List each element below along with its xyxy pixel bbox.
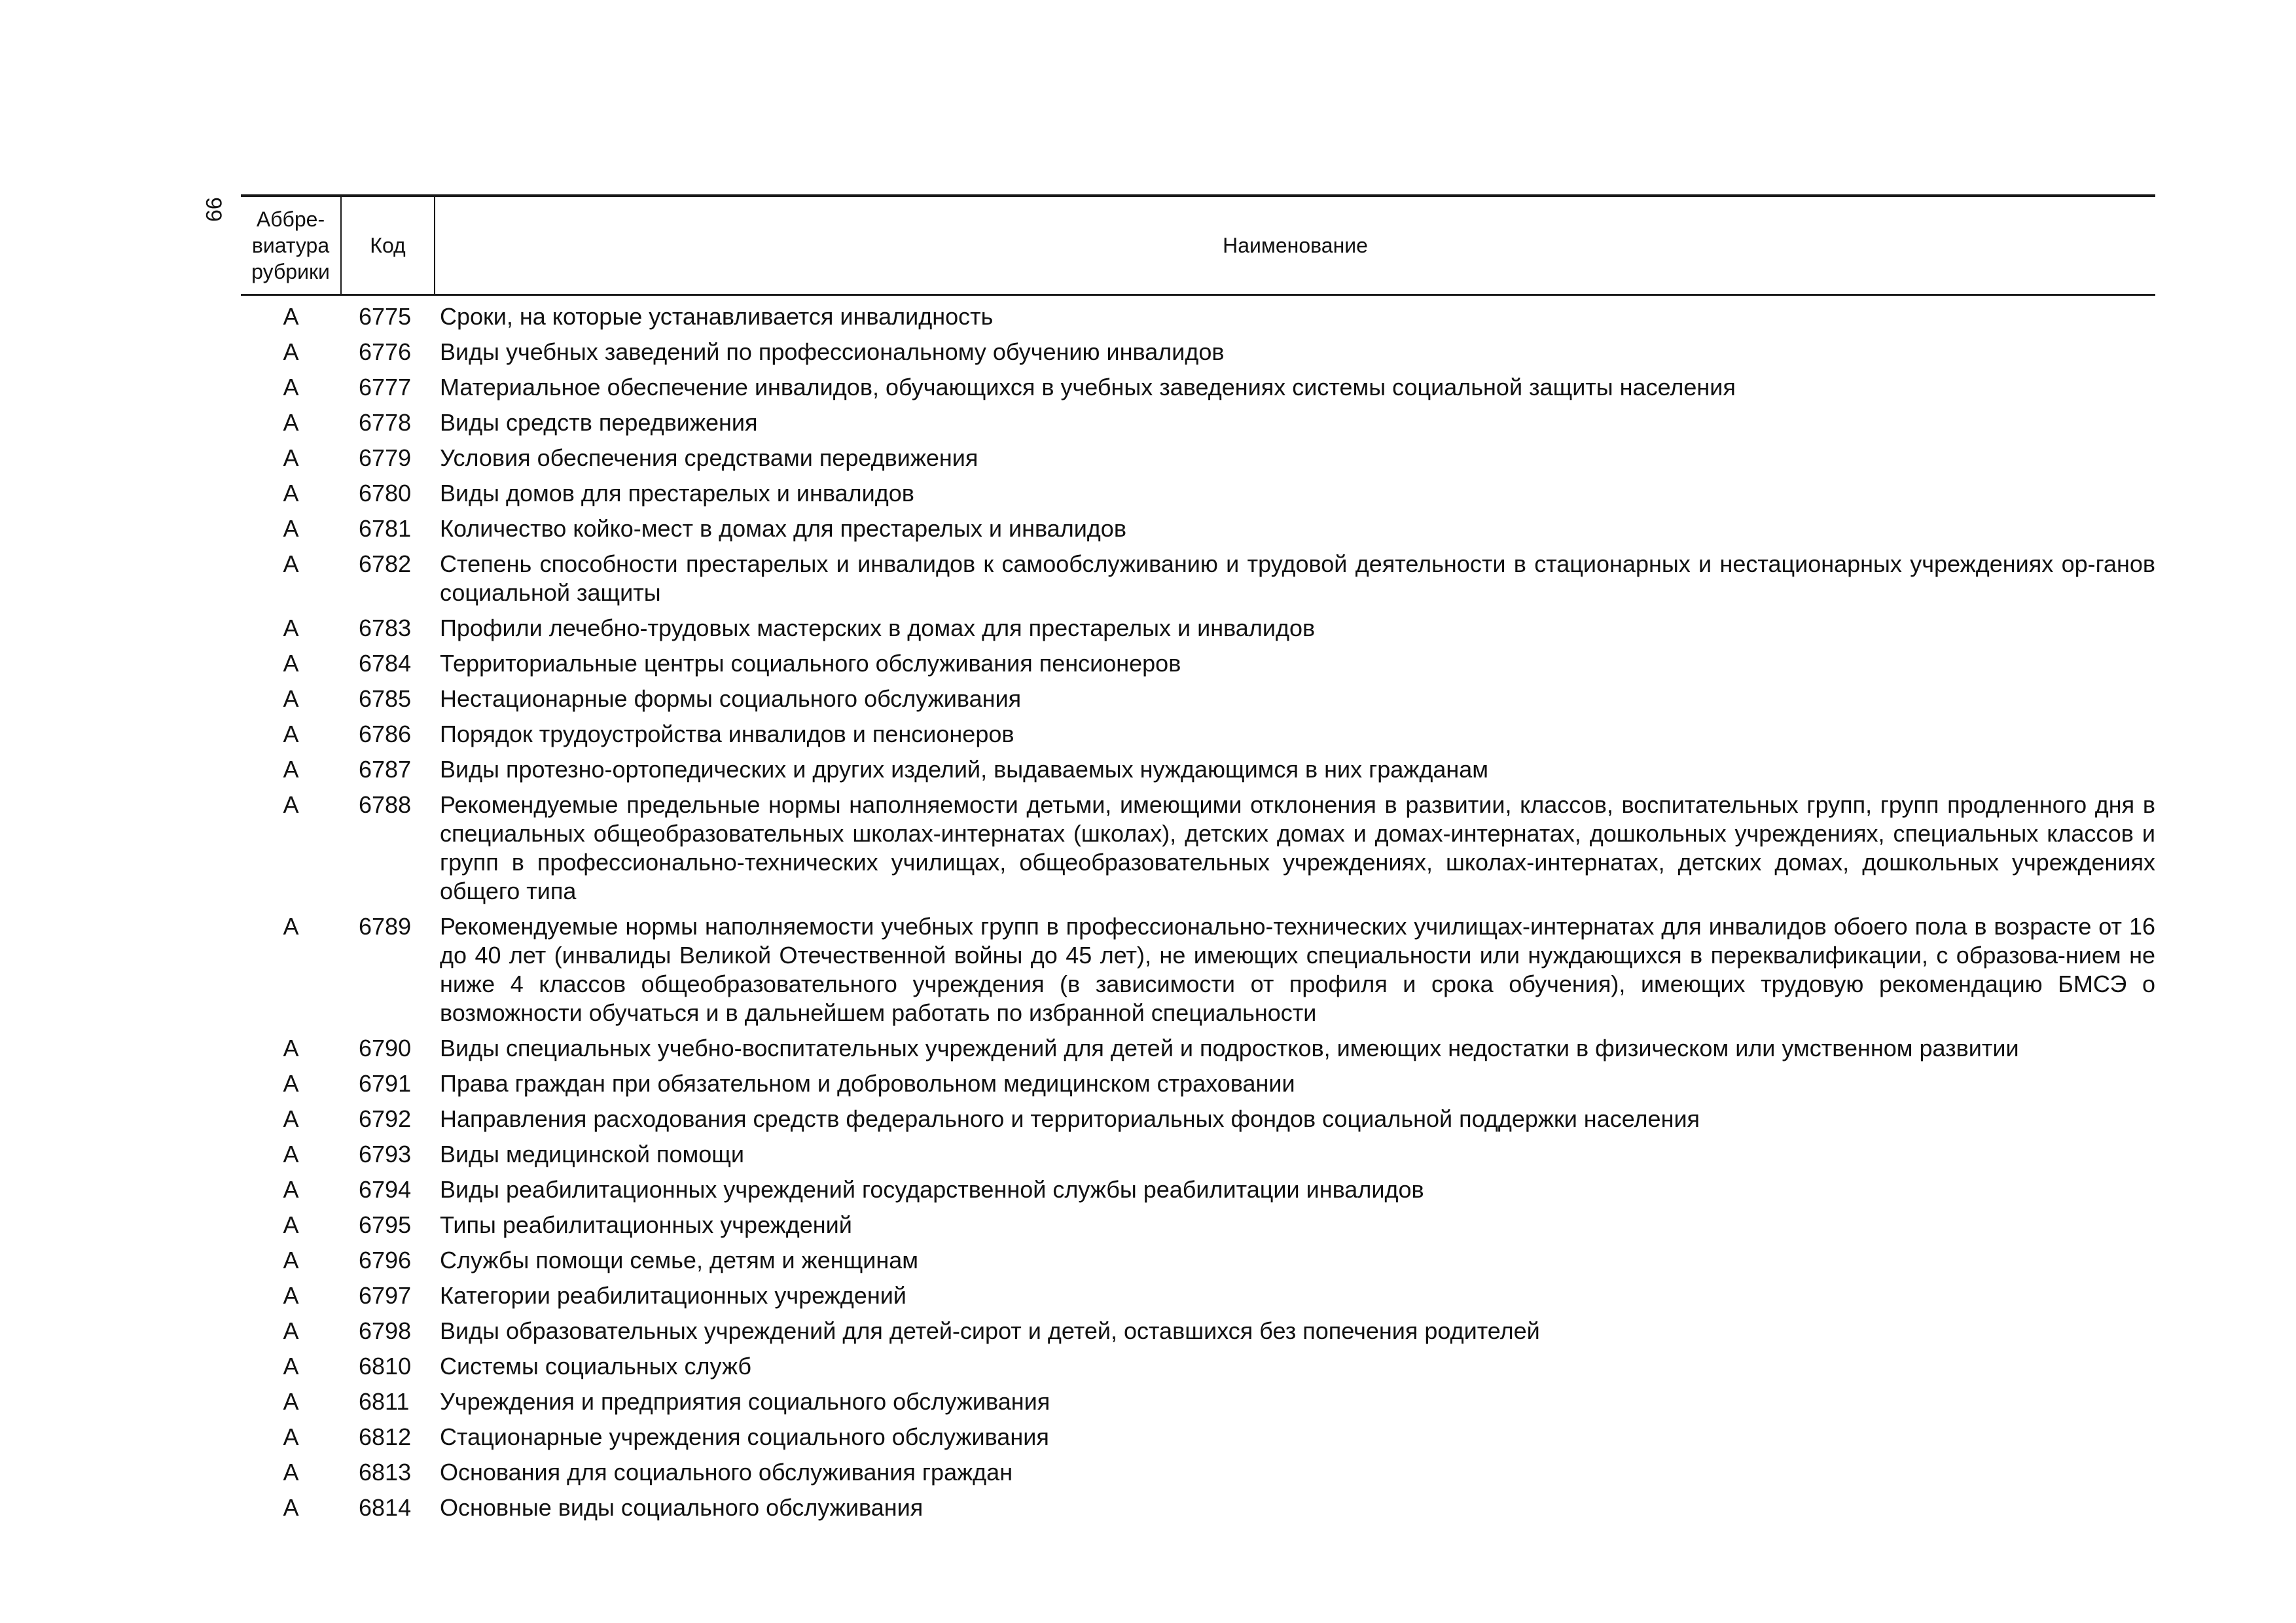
row-code: 6793 xyxy=(359,1140,412,1168)
row-name: Основные виды социального обслуживания xyxy=(440,1493,924,1521)
row-code: 6791 xyxy=(359,1069,412,1097)
table-row xyxy=(241,1066,2155,1101)
table-row xyxy=(241,334,2155,370)
table-row xyxy=(241,405,2155,440)
table-row xyxy=(241,511,2155,546)
table-row xyxy=(241,546,2155,611)
row-name: Службы помощи семье, детям и женщинам xyxy=(440,1246,919,1274)
row-name: Рекомендуемые предельные нормы наполняемости детьми, имеющими отклонения в развитии, классов, воспитательных групп, групп продленного дня в специальных общеобразовательных школах-интернатах (школах), детских домах и домах-интернатах, дошкольных учреждениях, специальных классов и групп в профессионально-технических училищах, общеобразовательных учреждениях, школах-интернатах, детских домах, дошкольных учреждениях общего типа xyxy=(440,791,2155,904)
table-row xyxy=(241,1490,2155,1525)
table-row xyxy=(241,476,2155,511)
row-name: Территориальные центры социального обслуживания пенсионеров xyxy=(440,649,1181,677)
row-code: 6812 xyxy=(359,1423,412,1450)
row-name: Категории реабилитационных учреждений xyxy=(440,1281,906,1309)
row-abbreviation: А xyxy=(283,1458,299,1486)
row-name: Сроки, на которые устанавливается инвалидность xyxy=(440,302,994,330)
row-name: Типы реабилитационных учреждений xyxy=(440,1211,852,1238)
row-code: 6786 xyxy=(359,720,412,747)
row-code: 6775 xyxy=(359,302,412,330)
row-name: Рекомендуемые нормы наполняемости учебных групп в профессионально-технических училищах-интернатах для инвалидов обоего пола в возрасте от 16 до 40 лет (инвалиды Великой Отечественной войны до 45 лет), не имеющих специальности или нуждающихся в переквалификации, с образова-нием не ниже 4 классов общеобразовательного учреждения (в зависимости от профиля и срока обучения), имеющих трудовую рекомендацию БМСЭ о возможности обучаться и в дальнейшем работать по избранной специальности xyxy=(440,912,2155,1026)
row-abbreviation: А xyxy=(283,1034,299,1061)
row-abbreviation: А xyxy=(283,1105,299,1132)
row-abbreviation: А xyxy=(283,1175,299,1203)
row-code: 6797 xyxy=(359,1281,412,1309)
row-code: 6781 xyxy=(359,514,412,542)
table-row xyxy=(241,717,2155,752)
row-name: Виды средств передвижения xyxy=(440,408,758,436)
row-abbreviation: А xyxy=(283,408,299,436)
row-abbreviation: А xyxy=(283,912,299,940)
table-row xyxy=(241,1101,2155,1137)
row-code: 6810 xyxy=(359,1352,412,1380)
row-code: 6778 xyxy=(359,408,412,436)
row-code: 6776 xyxy=(359,338,412,365)
row-code: 6777 xyxy=(359,373,412,401)
row-code: 6787 xyxy=(359,755,412,783)
table-header xyxy=(241,196,2155,294)
row-code: 6813 xyxy=(359,1458,412,1486)
row-name: Виды протезно-ортопедических и других изделий, выдаваемых нуждающимся в них гражданам xyxy=(440,755,1488,783)
row-code: 6798 xyxy=(359,1317,412,1344)
row-abbreviation: А xyxy=(283,373,299,401)
row-code: 6785 xyxy=(359,685,412,712)
row-abbreviation: А xyxy=(283,1352,299,1380)
row-name: Системы социальных служб xyxy=(440,1352,752,1380)
table-row xyxy=(241,1031,2155,1066)
row-name: Учреждения и предприятия социального обслуживания xyxy=(440,1387,1050,1415)
table-row xyxy=(241,1137,2155,1172)
row-abbreviation: А xyxy=(283,755,299,783)
header-code: Код xyxy=(341,196,435,294)
row-abbreviation: А xyxy=(283,649,299,677)
table-row xyxy=(241,752,2155,787)
table-row xyxy=(241,1207,2155,1243)
row-abbreviation: А xyxy=(283,1493,299,1521)
row-name: Виды медицинской помощи xyxy=(440,1140,745,1168)
header-abbreviation-text: Аббре- виатура рубрики xyxy=(251,207,330,283)
row-abbreviation: А xyxy=(283,614,299,641)
row-abbreviation: А xyxy=(283,1423,299,1450)
row-name: Степень способности престарелых и инвалидов к самообслуживанию и трудовой деятельности в стационарных и нестационарных учреждениях ор-ганов социальной защиты xyxy=(440,550,2155,606)
row-abbreviation: А xyxy=(283,514,299,542)
row-name: Права граждан при обязательном и добровольном медицинском страховании xyxy=(440,1069,1295,1097)
row-abbreviation: А xyxy=(283,720,299,747)
header-name: Наименование xyxy=(435,196,2155,294)
table-row xyxy=(241,787,2155,909)
row-code: 6779 xyxy=(359,444,412,471)
row-code: 6788 xyxy=(359,791,412,818)
table-row xyxy=(241,294,2155,334)
row-abbreviation: А xyxy=(283,338,299,365)
row-abbreviation: А xyxy=(283,444,299,471)
row-name: Виды учебных заведений по профессиональному обучению инвалидов xyxy=(440,338,1225,365)
table-row xyxy=(241,611,2155,646)
page-number: 99 xyxy=(201,197,226,222)
table-row xyxy=(241,1419,2155,1455)
row-code: 6782 xyxy=(359,550,412,577)
row-abbreviation: А xyxy=(283,1140,299,1168)
row-abbreviation: А xyxy=(283,685,299,712)
table-row xyxy=(241,1384,2155,1419)
row-code: 6784 xyxy=(359,649,412,677)
row-abbreviation: А xyxy=(283,1246,299,1274)
table-row xyxy=(241,646,2155,681)
row-code: 6811 xyxy=(359,1387,410,1415)
row-name: Профили лечебно-трудовых мастерских в домах для престарелых и инвалидов xyxy=(440,614,1316,641)
row-abbreviation: А xyxy=(283,1317,299,1344)
row-abbreviation: А xyxy=(283,1069,299,1097)
table-row xyxy=(241,1243,2155,1278)
row-abbreviation: А xyxy=(283,1387,299,1415)
table-row xyxy=(241,370,2155,405)
table-row xyxy=(241,681,2155,717)
row-name: Количество койко-мест в домах для престарелых и инвалидов xyxy=(440,514,1126,542)
row-name: Материальное обеспечение инвалидов, обучающихся в учебных заведениях системы социальной защиты населения xyxy=(440,373,1736,401)
header-abbreviation xyxy=(241,196,341,294)
table-row xyxy=(241,1349,2155,1384)
row-name: Виды реабилитационных учреждений государственной службы реабилитации инвалидов xyxy=(440,1175,1424,1203)
row-abbreviation: А xyxy=(283,550,299,577)
row-code: 6790 xyxy=(359,1034,412,1061)
row-code: 6783 xyxy=(359,614,412,641)
classifier-table xyxy=(241,194,2155,1525)
row-code: 6792 xyxy=(359,1105,412,1132)
row-code: 6795 xyxy=(359,1211,412,1238)
row-code: 6794 xyxy=(359,1175,412,1203)
row-code: 6796 xyxy=(359,1246,412,1274)
header-row xyxy=(241,196,2155,294)
table-row xyxy=(241,440,2155,476)
row-abbreviation: А xyxy=(283,479,299,507)
row-name: Виды образовательных учреждений для детей-сирот и детей, оставшихся без попечения родителей xyxy=(440,1317,1540,1344)
row-abbreviation: А xyxy=(283,1281,299,1309)
row-abbreviation: А xyxy=(283,302,299,330)
row-code: 6789 xyxy=(359,912,412,940)
table-row xyxy=(241,1313,2155,1349)
table-row xyxy=(241,1172,2155,1207)
row-code: 6780 xyxy=(359,479,412,507)
row-name: Направления расходования средств федерального и территориальных фондов социальной поддержки населения xyxy=(440,1105,1700,1132)
row-name: Порядок трудоустройства инвалидов и пенсионеров xyxy=(440,720,1014,747)
row-name: Основания для социального обслуживания граждан xyxy=(440,1458,1013,1486)
row-name: Виды домов для престарелых и инвалидов xyxy=(440,479,914,507)
row-name: Условия обеспечения средствами передвижения xyxy=(440,444,978,471)
row-code: 6814 xyxy=(359,1493,412,1521)
table-row xyxy=(241,909,2155,1031)
row-name: Стационарные учреждения социального обслуживания xyxy=(440,1423,1049,1450)
table-body xyxy=(241,294,2155,1525)
row-abbreviation: А xyxy=(283,1211,299,1238)
table-row xyxy=(241,1278,2155,1313)
row-abbreviation: А xyxy=(283,791,299,818)
table-row xyxy=(241,1455,2155,1490)
classifier-table-container xyxy=(241,194,2155,1525)
row-name: Виды специальных учебно-воспитательных учреждений для детей и подростков, имеющих недостатки в физическом или умственном развитии xyxy=(440,1034,2019,1061)
row-name: Нестационарные формы социального обслуживания xyxy=(440,685,1022,712)
